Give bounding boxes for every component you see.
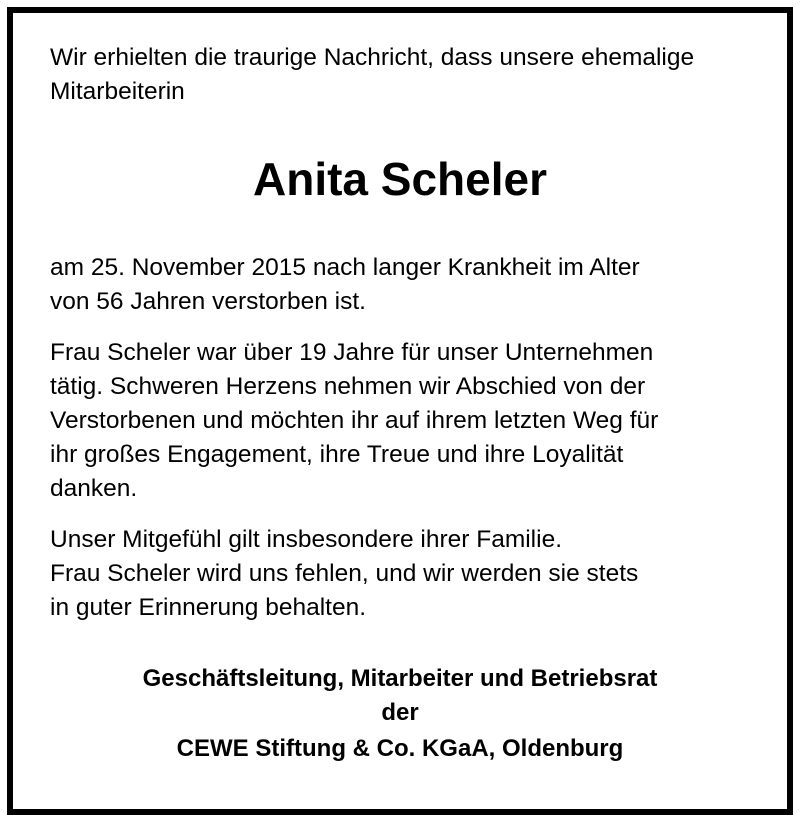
sympathy-line-3: in guter Erinnerung behalten. — [50, 594, 366, 621]
intro-line-1: Wir erhielten die traurige Nachricht, dass unsere ehemalige — [50, 44, 695, 71]
tribute-line-4: ihr großes Engagement, ihre Treue und ihre Loyalität — [50, 441, 624, 468]
date-line-2: von 56 Jahren verstorben ist. — [50, 288, 366, 315]
obituary-notice — [7, 7, 793, 815]
tribute-line-3: Verstorbenen und möchten ihr auf ihrem letzten Weg für — [50, 407, 659, 434]
sympathy-line-1: Unser Mitgefühl gilt insbesondere ihrer Familie. — [50, 526, 562, 553]
tribute-line-5: danken. — [50, 475, 138, 502]
deceased-name: Anita Scheler — [253, 153, 547, 205]
tribute-line-2: tätig. Schweren Herzens nehmen wir Abschied von der — [50, 373, 646, 400]
sympathy-line-2: Frau Scheler wird uns fehlen, und wir werden sie stets — [50, 560, 639, 587]
signature-line-3: CEWE Stiftung & Co. KGaA, Oldenburg — [176, 735, 624, 762]
tribute-line-1: Frau Scheler war über 19 Jahre für unser Unternehmen — [50, 339, 654, 366]
intro-line-2: Mitarbeiterin — [50, 78, 185, 105]
date-line-1: am 25. November 2015 nach langer Krankheit im Alter — [50, 254, 640, 281]
signature-line-2: der — [381, 699, 419, 726]
signature-line-1: Geschäftsleitung, Mitarbeiter und Betriebsrat — [142, 665, 658, 692]
